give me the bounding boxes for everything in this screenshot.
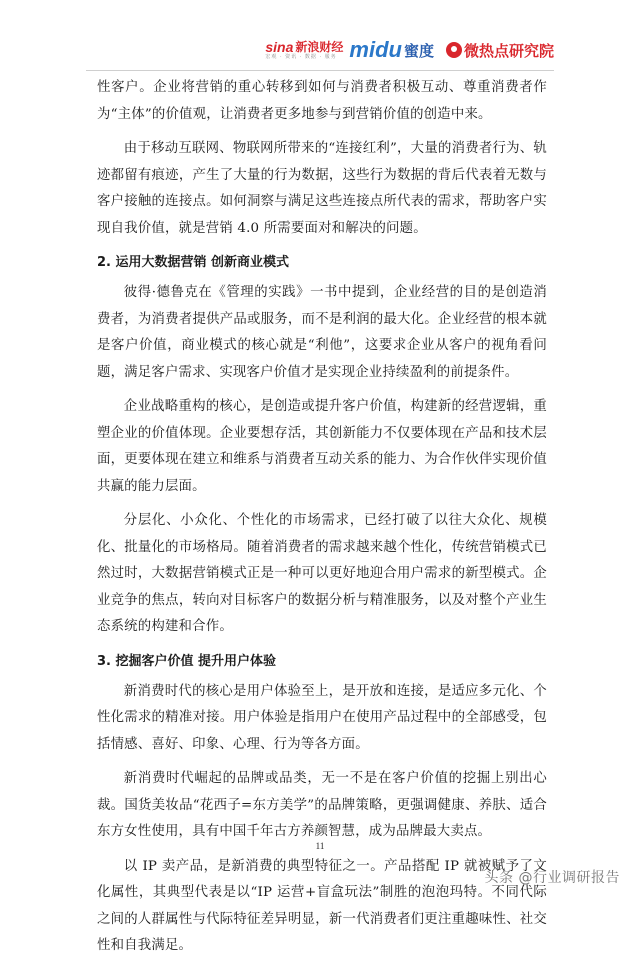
midu-cn: 蜜度	[403, 41, 434, 60]
paragraph-2: 由于移动互联网、物联网所带来的“连接红利”，大量的消费者行为、轨迹都留有痕迹，产生了大量的行为数据，这些行为数据的背后代表着无数与客户接触的连接点。如何洞察与满足这些连接点所代表的需求，帮助客户实现自我价值，就是营销 4.0 所需要面对和解决的问题。	[97, 141, 547, 236]
weirediandian-name: 微热点研究院	[463, 41, 554, 60]
weirediandian-logo	[446, 40, 554, 61]
sina-name: 新浪财经	[295, 40, 344, 54]
paragraph-8: 以 IP 卖产品，是新消费的典型特征之一。产品搭配 IP 就被赋予了文化属性，其典型代表是以“IP 运营+盲盒玩法”制胜的泡泡玛特。不同代际之间的人群属性与代际特征差异明显，新一代消费者们更注重趣味性、社交性和自我满足。	[97, 858, 547, 953]
sina-finance-logo	[265, 40, 343, 60]
sina-mark: sina	[265, 39, 294, 55]
sina-tagline: 宏观 · 资讯 · 数据 · 服务	[265, 54, 337, 60]
midu-logo	[349, 37, 434, 63]
weirediandian-icon	[446, 42, 462, 58]
watermark: 头条 @行业调研报告	[484, 870, 620, 886]
midu-latin: midu	[349, 37, 402, 62]
header-logos	[265, 36, 554, 64]
document-body	[97, 75, 547, 968]
section-heading-3: 3. 挖掘客户价值 提升用户体验	[97, 653, 277, 669]
paragraph-5: 分层化、小众化、个性化的市场需求，已经打破了以往大众化、规模化、批量化的市场格局。随着消费者的需求越来越个性化，传统营销模式已然过时，大数据营销模式正是一种可以更好地迎合用户需求的新型模式。企业竞争的焦点，转向对目标客户的数据分析与精准服务，以及对整个产业生态系统的构建和合作。	[97, 513, 547, 634]
paragraph-7: 新消费时代崛起的品牌或品类，无一不是在客户价值的挖掘上别出心裁。国货美妆品“花西子=东方美学”的品牌策略，更强调健康、养肤、适合东方女性使用，具有中国千年古方养颜智慧，成为品牌最大卖点。	[97, 771, 547, 839]
header-divider	[86, 70, 554, 71]
paragraph-4: 企业战略重构的核心，是创造或提升客户价值，构建新的经营逻辑，重塑企业的价值体现。企业要想存活，其创新能力不仅要体现在产品和技术层面，更要体现在建立和维系与消费者互动关系的能力、为合作伙伴实现价值共赢的能力层面。	[97, 399, 547, 494]
section-heading-2: 2. 运用大数据营销 创新商业模式	[97, 255, 290, 270]
page-number: 11	[315, 841, 325, 851]
paragraph-6: 新消费时代的核心是用户体验至上，是开放和连接，是适应多元化、个性化需求的精准对接。用户体验是指用户在使用产品过程中的全部感受，包括情感、喜好、印象、心理、行为等各方面。	[97, 683, 547, 752]
paragraph-1: 性客户。企业将营销的重心转移到如何与消费者积极互动、尊重消费者作为“主体”的价值观，让消费者更多地参与到营销价值的创造中来。	[97, 80, 547, 122]
paragraph-3: 彼得·德鲁克在《管理的实践》一书中提到，企业经营的目的是创造消费者，为消费者提供产品或服务，而不是利润的最大化。企业经营的根本就是客户价值，商业模式的核心就是“利他”，这要求企业从客户的视角看问题，满足客户需求、实现客户价值才是实现企业持续盈利的前提条件。	[97, 285, 547, 380]
